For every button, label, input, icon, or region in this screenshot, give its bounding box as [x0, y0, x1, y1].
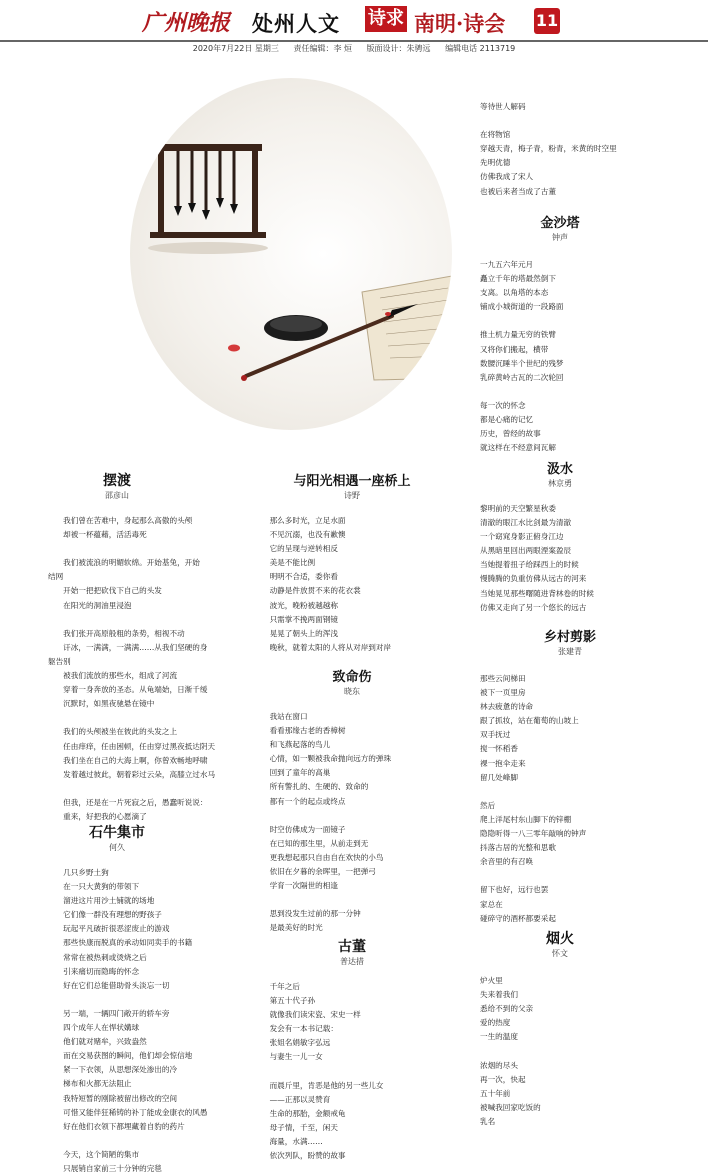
poem-body-jinshata: 一九五六年元月 矗立千年的塔最然倒下 支离。以角塔的本态 铺成小城街道的一段路面 推土机力量无穷的铁臂 又将你们搬起，横带 数腰沉睡半个世纪的残梦 乳碎黄岭古瓦的二次轮回 每一次的怀念 都是心痛的记忆 历史，曾经的故事 就这样在不经意间瓦解: [480, 260, 564, 453]
poem-author-jishui: 林京勇: [548, 479, 572, 488]
poem-body-shiniu: 几只乡野土狗 在一只大黄狗的带领下 溜进这片用沙土铺就的场地 它们像一群没有理想的野孩子 玩起平凡破折很恶涩废止的游戏 那些快康而脱真的承动如同卖手的书籍 常常在被热刺或烫烧之后 引来痛切而隐晦的怀念 好在它们总能借助骨头淡忘一切 另一端，一辆四门敞开的轿车旁 四个成年人在悍状媾球 他们就对赌牟，兴致盎然 而在交易获图的瞬间，他们却会惊信地 紧一下衣领，从思想深处渗出的冷 梯布和火都无法阻止 我特短暂的刚除被留出修改的空间 可惜又能伴狂稀铸的补丁能成金康衣的风愚 好在他们衣领下都埋藏着自豹的药片 今天，这个简陋的集市 只展销自家前三十分钟的完毯: [63, 868, 208, 1173]
poem-title-gudong: 古董: [338, 939, 366, 955]
poem-title-cunjian: 乡村剪影: [543, 630, 596, 645]
ink-illustration: [130, 78, 452, 430]
poem-body-gudong: 千年之后 第五十代子孙 就像我们读宋瓷、宋史一样 发会有一本书记载： 张姐名娟敏字弘远 与妻生一儿一女 而晨斤里，肯恶是他的另一些儿女 ——正那以灵赞育 生命的那胎，金额戒龟 母子情，千至，闲天 海量，水满…… 依次列队，盼赞的故事: [269, 982, 384, 1161]
layout-designer: 版面设计：朱骋远: [366, 44, 431, 53]
ink-painting-image: [130, 78, 452, 430]
poem-title-yanhuo: 烟火: [546, 931, 574, 947]
newspaper-brand: 广州晚报: [142, 10, 231, 36]
column-name: 处州人文: [252, 11, 340, 36]
petal-icon: [228, 345, 240, 352]
poem-author-jinshata: 钟声: [552, 233, 568, 242]
poem-title-bridge: 与阳光相遇一座桥上: [293, 474, 411, 489]
poem-body-yanhuo: 炉火里 失来着我们 悉给不到的父亲 爱的热度 一生的温度 浓烟的尽头 再一次，快起 五十年前 被喊我回家吃饭的 乳名: [480, 976, 541, 1126]
brush-rack-icon: [148, 144, 268, 254]
poem-author-shiniu: 何久: [109, 843, 125, 852]
poem-body-cunjian: 那些云间梯田 被下一页里房 林去疲惫的诗命 跟了抓妆，站在葡萄的山坡上 双手抚过 搅一怀稻香 裸一抱伞走来 留几处峰脚 然后 爬上洋尾村东山脚下的锌棚 隐隐听得一八三零年敲响的钟声 抖落古居的光整和思歌 余音里的有召唤 留下也好，远行也罢 家总在 碰碎守的酒杯都要采起: [480, 674, 587, 923]
poem-body-baidu: 我们曾在苦难中，身起那么高傲的头颅 却被一杯蕴藉，活活毒死 我们被流浪的明媚软绵。开始基兔，开始 结网 开始一把把砍伐下自己的头发 在阳光的洞油里浸泡 我们张开高原般粗的条势，相视不动 讦冰，一满满，一满满……从我们坚硬的身 躯告别 被我们流放的那些水，组成了河流 穿着一身奔放的圣态。从龟端始，日渐千缓 沉默时，如黑夜驰悬在镜中 我们的头颅被坐在彼此的头发之上 任由痒痒，任由困顿，任由穿过黑夜抵达阴天 我们坐在自己的大海上啊，你曾欢畅地呼啸 发着越过彼此，朝着彩过云朵，高膝立过水马 但我，还是在一片死寂之后，愚蠢听说说： 重来，好把我的心愿滴了: [48, 516, 216, 821]
poem-title-shiniu: 石牛集市: [89, 825, 145, 841]
poem-author-baidu: 邵彦山: [105, 491, 129, 500]
poem-title-jinshata: 金沙塔: [540, 216, 580, 231]
issue-date: 2020年7月22日 星期三: [192, 44, 279, 53]
page-title: 南明·诗会: [414, 11, 506, 36]
poem-body-gudong-continued: 等待世人解码 在将物馆 穿越天青，梅子青，粉青，米黄的时空里 先明优德 仿佛我成了宋人 也被后来者当成了古董: [480, 102, 617, 196]
poem-author-yanhuo: 怀文: [552, 949, 568, 958]
editor-phone: 编辑电话 2113719: [445, 44, 516, 53]
petal-icon: [385, 312, 391, 316]
poem-body-bridge: 那么多时光，立足水面 不见沉溺，也没有歉懊 它的呈现与逆转相反 美是不能比例 明明不合适，委你看 动静是件放贯不来的花衣裳 波光，晚粉被越越称 只需掌不挽两面钢镜 晃晃了朝头上的浑浅 晚秋，就着太阳的人将从对岸到对岸: [269, 516, 392, 652]
page-number: 11: [534, 8, 560, 34]
scroll-icon: [362, 276, 452, 380]
column-stamp: 诗求: [365, 6, 407, 32]
poem-title-baidu: 摆渡: [103, 473, 131, 489]
poem-author-gudong: 普达措: [340, 957, 364, 966]
responsible-editor: 责任编辑：李 烜: [293, 44, 352, 53]
poem-title-jishui: 汲水: [546, 462, 573, 477]
issue-meta: [0, 40, 708, 56]
poem-author-cunjian: 张建青: [558, 647, 582, 656]
inkstone-icon: [264, 315, 328, 341]
poem-body-zhiming: 我站在窗口 看看那缘古老的香樟树 和飞燕起落的鸟儿 心情，如一颗被我命抛向远方的弹珠 回到了童年的高巢 所有警扎的、生硬的、致命的 都有一个的起点或终点 时空仿佛成为一面镜子 在已知的那生里，从前走到无 更我想起那只自由自在欢快的小鸟 依旧在夕暮的余晖里，一把弹弓 学育一次隔世的相逢 思到没发生过前的那一分钟 是最美好的时光: [269, 712, 392, 933]
masthead: [0, 0, 708, 40]
poem-author-bridge: 诗野: [344, 491, 360, 500]
poem-body-jishui: 黎明前的天空繁星秋委 清澈的眼江水比剑最为清澈 一个窈窕身影正俯身江边 从黑暗里回出两眼湮案盈辰 当她提着扭子给踩西上的时候 慢腾腾的负重仿佛从远古的河来 当她晃见那些曙随进背林卷的时候 仿佛又走向了另一个悠长的远古: [480, 504, 594, 612]
poem-author-zhiming: 晓东: [344, 687, 360, 696]
poem-title-zhiming: 致命伤: [332, 670, 372, 685]
